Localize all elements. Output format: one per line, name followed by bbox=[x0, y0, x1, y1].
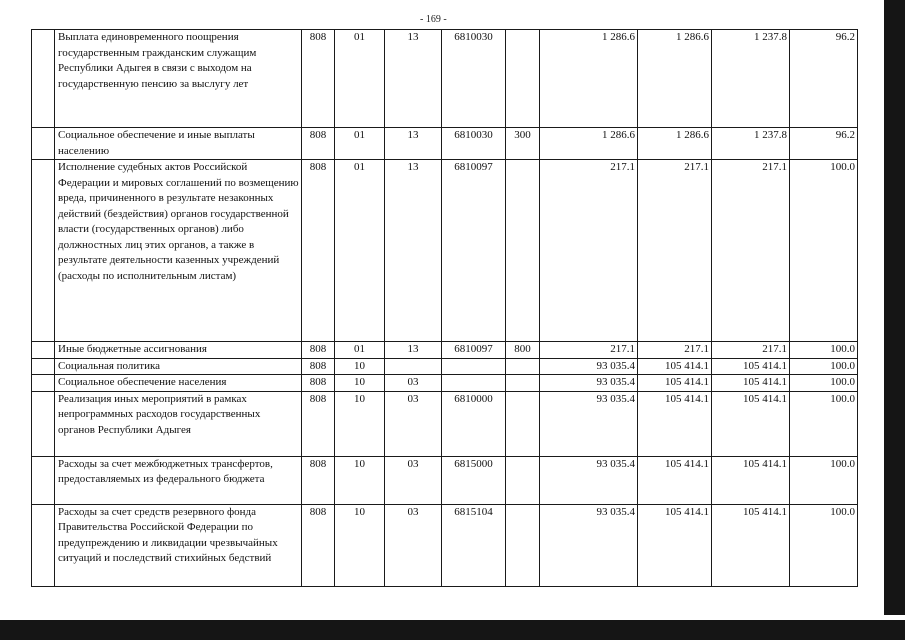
table-row bbox=[32, 30, 858, 128]
table-cell-empty bbox=[32, 375, 55, 392]
scan-border-right bbox=[884, 0, 905, 615]
approved-amount: 1 286.6 bbox=[540, 30, 638, 128]
approved-amount: 93 035.4 bbox=[540, 456, 638, 504]
target-code bbox=[442, 358, 506, 375]
section-code: 10 bbox=[335, 504, 385, 586]
expense-type-code bbox=[506, 375, 540, 392]
execution-percent: 100.0 bbox=[790, 456, 858, 504]
subsection-code: 03 bbox=[385, 456, 442, 504]
approved-amount: 93 035.4 bbox=[540, 358, 638, 375]
approved-amount: 93 035.4 bbox=[540, 375, 638, 392]
updated-amount: 1 286.6 bbox=[638, 128, 712, 160]
subsection-code: 03 bbox=[385, 504, 442, 586]
target-code: 6810030 bbox=[442, 30, 506, 128]
row-name: Социальное обеспечение и иные выплаты населению bbox=[55, 128, 302, 160]
updated-amount: 217.1 bbox=[638, 342, 712, 359]
target-code: 6815104 bbox=[442, 504, 506, 586]
ministry-code: 808 bbox=[302, 128, 335, 160]
expense-type-code: 300 bbox=[506, 128, 540, 160]
approved-amount: 217.1 bbox=[540, 160, 638, 342]
table-cell-empty bbox=[32, 160, 55, 342]
executed-amount: 105 414.1 bbox=[712, 391, 790, 456]
target-code bbox=[442, 375, 506, 392]
target-code: 6815000 bbox=[442, 456, 506, 504]
table-row bbox=[32, 504, 858, 586]
expense-type-code bbox=[506, 30, 540, 128]
execution-percent: 100.0 bbox=[790, 342, 858, 359]
row-name: Социальное обеспечение населения bbox=[55, 375, 302, 392]
executed-amount: 217.1 bbox=[712, 342, 790, 359]
ministry-code: 808 bbox=[302, 456, 335, 504]
table-cell-empty bbox=[32, 391, 55, 456]
target-code: 6810000 bbox=[442, 391, 506, 456]
subsection-code bbox=[385, 358, 442, 375]
executed-amount: 105 414.1 bbox=[712, 456, 790, 504]
row-name: Иные бюджетные ассигнования bbox=[55, 342, 302, 359]
expense-type-code bbox=[506, 504, 540, 586]
subsection-code: 03 bbox=[385, 391, 442, 456]
table-row bbox=[32, 456, 858, 504]
approved-amount: 1 286.6 bbox=[540, 128, 638, 160]
table-cell-empty bbox=[32, 30, 55, 128]
row-name: Выплата единовременного поощрения государственным гражданским служащим Республики Адыгея в связи с выходом на государственную пенсию за выслугу лет bbox=[55, 30, 302, 128]
table-row bbox=[32, 160, 858, 342]
subsection-code: 13 bbox=[385, 160, 442, 342]
table-row bbox=[32, 375, 858, 392]
expense-type-code: 800 bbox=[506, 342, 540, 359]
expense-type-code bbox=[506, 160, 540, 342]
table-row bbox=[32, 342, 858, 359]
approved-amount: 217.1 bbox=[540, 342, 638, 359]
expense-type-code bbox=[506, 358, 540, 375]
table-cell-empty bbox=[32, 358, 55, 375]
row-name: Социальная политика bbox=[55, 358, 302, 375]
page-number: - 169 - bbox=[420, 14, 447, 25]
approved-amount: 93 035.4 bbox=[540, 391, 638, 456]
execution-percent: 100.0 bbox=[790, 358, 858, 375]
row-name: Реализация иных мероприятий в рамках непрограммных расходов государственных органов Республики Адыгея bbox=[55, 391, 302, 456]
executed-amount: 105 414.1 bbox=[712, 504, 790, 586]
budget-table bbox=[31, 29, 858, 587]
section-code: 01 bbox=[335, 342, 385, 359]
target-code: 6810097 bbox=[442, 342, 506, 359]
subsection-code: 13 bbox=[385, 342, 442, 359]
executed-amount: 105 414.1 bbox=[712, 375, 790, 392]
executed-amount: 217.1 bbox=[712, 160, 790, 342]
executed-amount: 105 414.1 bbox=[712, 358, 790, 375]
target-code: 6810097 bbox=[442, 160, 506, 342]
table-cell-empty bbox=[32, 342, 55, 359]
executed-amount: 1 237.8 bbox=[712, 128, 790, 160]
ministry-code: 808 bbox=[302, 30, 335, 128]
updated-amount: 105 414.1 bbox=[638, 456, 712, 504]
table-cell-empty bbox=[32, 504, 55, 586]
ministry-code: 808 bbox=[302, 375, 335, 392]
table-row bbox=[32, 391, 858, 456]
execution-percent: 100.0 bbox=[790, 504, 858, 586]
updated-amount: 105 414.1 bbox=[638, 358, 712, 375]
ministry-code: 808 bbox=[302, 342, 335, 359]
table-cell-empty bbox=[32, 456, 55, 504]
row-name: Расходы за счет межбюджетных трансфертов, предоставляемых из федерального бюджета bbox=[55, 456, 302, 504]
approved-amount: 93 035.4 bbox=[540, 504, 638, 586]
expense-type-code bbox=[506, 391, 540, 456]
execution-percent: 100.0 bbox=[790, 391, 858, 456]
subsection-code: 03 bbox=[385, 375, 442, 392]
ministry-code: 808 bbox=[302, 391, 335, 456]
row-name: Расходы за счет средств резервного фонда Правительства Российской Федерации по предупреждению и ликвидации чрезвычайных ситуаций и последствий стихийных бедствий bbox=[55, 504, 302, 586]
subsection-code: 13 bbox=[385, 30, 442, 128]
execution-percent: 100.0 bbox=[790, 375, 858, 392]
table-row bbox=[32, 128, 858, 160]
updated-amount: 105 414.1 bbox=[638, 504, 712, 586]
section-code: 01 bbox=[335, 128, 385, 160]
table-body bbox=[32, 30, 858, 587]
ministry-code: 808 bbox=[302, 358, 335, 375]
executed-amount: 1 237.8 bbox=[712, 30, 790, 128]
updated-amount: 105 414.1 bbox=[638, 375, 712, 392]
section-code: 10 bbox=[335, 375, 385, 392]
section-code: 01 bbox=[335, 160, 385, 342]
execution-percent: 96.2 bbox=[790, 128, 858, 160]
section-code: 10 bbox=[335, 358, 385, 375]
execution-percent: 96.2 bbox=[790, 30, 858, 128]
table-cell-empty bbox=[32, 128, 55, 160]
expense-type-code bbox=[506, 456, 540, 504]
section-code: 10 bbox=[335, 456, 385, 504]
section-code: 10 bbox=[335, 391, 385, 456]
row-name: Исполнение судебных актов Российской Федерации и мировых соглашений по возмещению вреда, причиненного в результате незаконных действий (бездействия) органов государственной власти (государственных органов) либо должностных лиц этих органов, а также в результате деятельности казенных учреждений (расходы по исполнительным листам) bbox=[55, 160, 302, 342]
section-code: 01 bbox=[335, 30, 385, 128]
table-row bbox=[32, 358, 858, 375]
subsection-code: 13 bbox=[385, 128, 442, 160]
target-code: 6810030 bbox=[442, 128, 506, 160]
updated-amount: 1 286.6 bbox=[638, 30, 712, 128]
updated-amount: 217.1 bbox=[638, 160, 712, 342]
updated-amount: 105 414.1 bbox=[638, 391, 712, 456]
ministry-code: 808 bbox=[302, 504, 335, 586]
execution-percent: 100.0 bbox=[790, 160, 858, 342]
scan-border-bottom bbox=[0, 620, 905, 640]
ministry-code: 808 bbox=[302, 160, 335, 342]
